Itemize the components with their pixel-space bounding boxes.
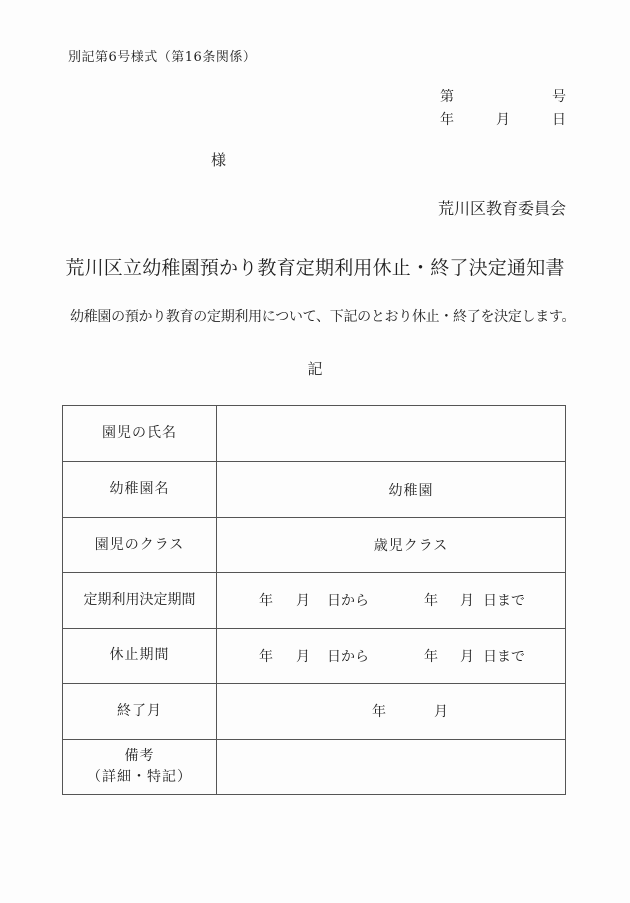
row-kindergarten-value-cell: [217, 462, 565, 516]
period-month-from: 月: [296, 593, 310, 610]
form-number-note: 別記第6号様式（第16条関係）: [68, 50, 257, 65]
row-decision-period: [63, 572, 565, 627]
row-child-name: [63, 406, 565, 461]
period-year-from: 年: [259, 648, 273, 665]
row-end-month: [63, 683, 565, 738]
row-child-name-value-cell: [217, 406, 565, 461]
row-child-name-label-cell: [63, 406, 217, 461]
row-child-class-label-cell: [63, 518, 217, 572]
row-label-line2: （詳細・特記）: [87, 768, 192, 785]
row-value: 歳児クラス: [373, 538, 449, 555]
row-end-month-label-cell: [63, 684, 217, 738]
row-label: 幼稚園名: [109, 481, 170, 498]
row-end-month-value-cell: [217, 684, 565, 738]
doc-number-prefix: 第: [440, 88, 454, 105]
addressee-suffix: 様: [211, 151, 227, 169]
row-suspension-label-cell: [63, 629, 217, 683]
document-number-block: [440, 84, 566, 130]
period-year-to: 年: [424, 593, 438, 610]
date-year-label: 年: [440, 111, 454, 128]
row-label: 定期利用決定期間: [83, 591, 196, 608]
row-label: 休止期間: [109, 647, 170, 664]
section-mark: 記: [307, 360, 323, 378]
issuer-name: 荒川区教育委員会: [437, 199, 566, 218]
doc-number-suffix: 号: [552, 88, 566, 105]
row-label-line1: 備考: [124, 747, 155, 764]
document-number-line: [440, 84, 566, 107]
row-label: 園児のクラス: [94, 536, 185, 553]
date-day-label: 日: [552, 111, 566, 128]
period-day-to: 日まで: [483, 648, 525, 665]
row-kindergarten-name: [63, 461, 565, 516]
row-remarks-value-cell: [217, 740, 565, 794]
row-value: 幼稚園: [388, 482, 434, 499]
period-day-to: 日まで: [483, 593, 525, 610]
row-remarks: [63, 739, 565, 794]
period-day-from: 日から: [327, 648, 369, 665]
row-label: 園児の氏名: [102, 425, 177, 442]
row-child-class-value-cell: [217, 518, 565, 572]
decision-table: [62, 405, 566, 795]
period-year-from: 年: [259, 593, 273, 610]
period-year-to: 年: [424, 648, 438, 665]
row-remarks-label-cell: [63, 740, 217, 794]
period-month-to: 月: [460, 648, 474, 665]
row-decision-period-value-cell: [217, 573, 565, 627]
end-month-label: 月: [434, 704, 448, 721]
row-child-class: [63, 517, 565, 572]
row-suspension-value-cell: [217, 629, 565, 683]
row-suspension-period: [63, 628, 565, 683]
end-year-label: 年: [372, 704, 386, 721]
row-label: 終了月: [117, 702, 162, 719]
date-month-label: 月: [496, 111, 510, 128]
row-kindergarten-label-cell: [63, 462, 217, 516]
period-day-from: 日から: [327, 593, 369, 610]
row-decision-period-label-cell: [63, 573, 217, 627]
date-line: [440, 107, 566, 130]
document-title: 荒川区立幼稚園預かり教育定期利用休止・終了決定通知書: [65, 257, 565, 279]
period-month-from: 月: [296, 648, 310, 665]
period-month-to: 月: [460, 593, 474, 610]
body-paragraph: 幼稚園の預かり教育の定期利用について、下記のとおり休止・終了を決定します。: [70, 309, 576, 325]
